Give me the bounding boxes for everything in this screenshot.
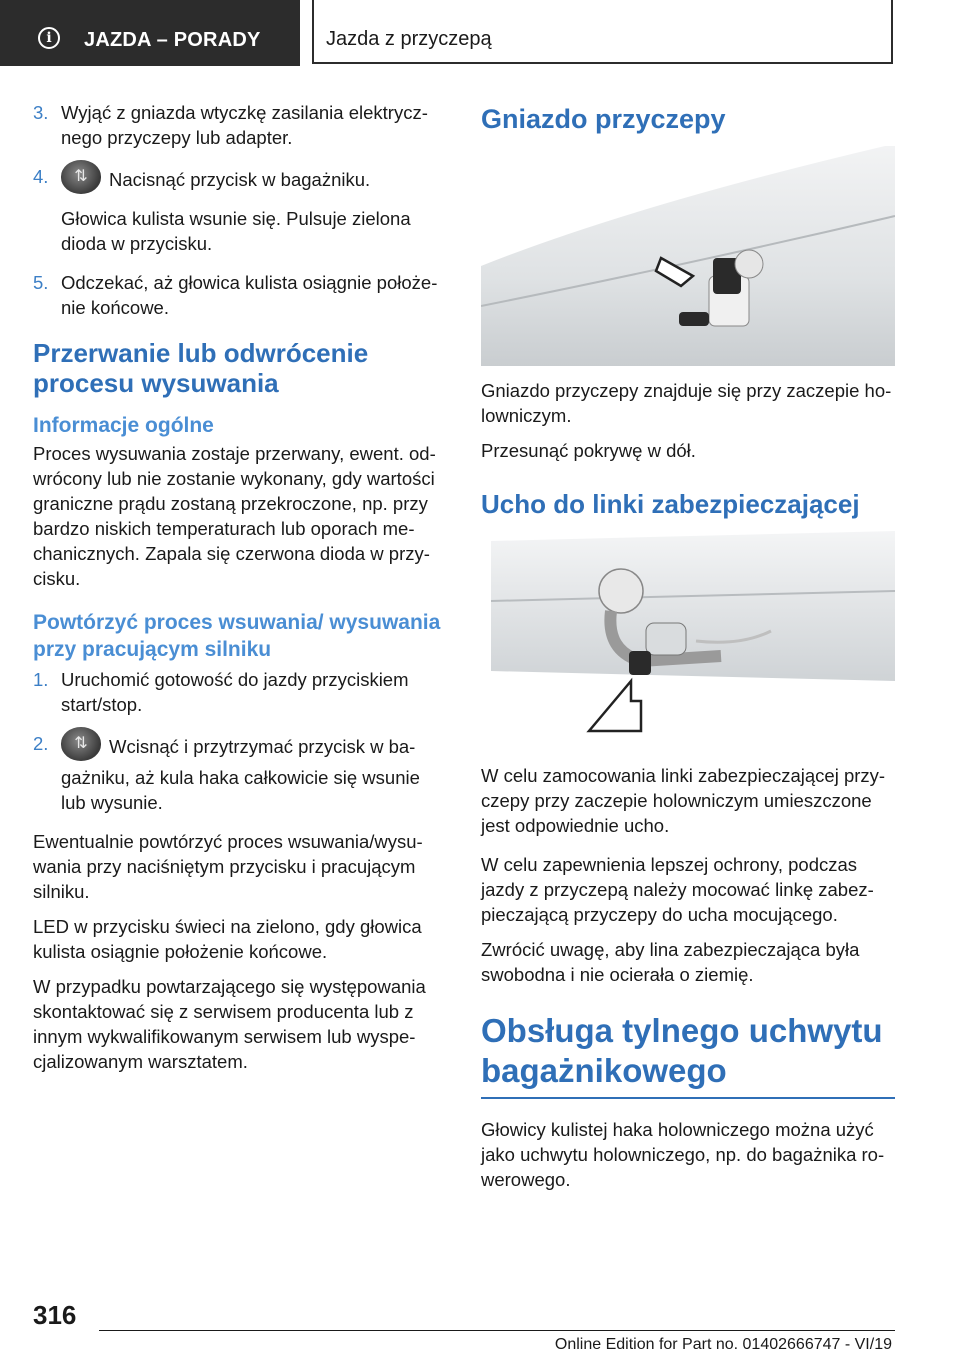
step-4 — [33, 164, 446, 256]
heading-interrupt: Przerwanie lub odwrócenie procesu wysuwania — [33, 338, 369, 398]
step-text: Odczekać, aż głowica kulista osiągnie położe-nie końcowe. — [61, 272, 438, 318]
trunk-button-icon: ⇅ — [61, 727, 101, 761]
paragraph: LED w przycisku świeci na zielono, gdy głowica kulista osiągnie położenie końcowe. — [33, 916, 422, 962]
general-info-text: Proces wysuwania zostaje przerwany, ewent. od-wrócony lub nie zostanie wykonany, gdy wartości graniczne prądu zostaną przekroczone, np. przy bardzo niskich temperaturach lub oporach me-chanicznych. Zapala się czerwona dioda w przy-cisku. — [33, 443, 436, 589]
paragraph: W celu zamocowania linki zabezpieczającej przy-czepy przy zaczepie holowniczym umieszczone jest odpowiednie ucho. — [481, 765, 886, 836]
step-2 — [33, 731, 446, 815]
paragraph: Gniazdo przyczepy znajduje się przy zaczepie ho-lowniczym. — [481, 380, 892, 426]
paragraph: Zwrócić uwagę, aby lina zabezpieczająca była swobodna i nie ocierała o ziemię. — [481, 939, 860, 985]
footer-divider — [99, 1330, 895, 1331]
trunk-button-icon: ⇅ — [61, 160, 101, 194]
step-number: 4. — [33, 166, 49, 187]
step-text: Uruchomić gotowość do jazdy przyciskiem start/stop. — [61, 669, 409, 715]
paragraph: Ewentualnie powtórzyć proces wsuwania/wysu-wania przy naciśniętym przycisku i pracującym silniku. — [33, 831, 423, 902]
step-text: Nacisnąć przycisk w bagażniku. — [109, 168, 371, 190]
info-icon: i — [38, 27, 60, 49]
tow-hook-illustration — [481, 531, 895, 751]
step-text: Wyjąć z gniazda wtyczkę zasilania elektrycz-nego przyczepy lub adapter. — [61, 102, 428, 148]
section-tab[interactable] — [0, 0, 300, 66]
right-column — [481, 100, 895, 1202]
step-number: 5. — [33, 272, 49, 293]
step-1 — [33, 667, 446, 717]
step-text-with-icon — [61, 164, 446, 198]
chapter-title-box — [312, 0, 893, 64]
paragraph: W przypadku powtarzającego się występowania skontaktować się z serwisem producenta lub z innym wykwalifikowanym serwisem lub wyspe-cjalizowanym warsztatem. — [33, 976, 426, 1072]
step-number: 2. — [33, 733, 49, 754]
step-text-with-icon — [61, 731, 446, 815]
chapter-title: Jazda z przyczepą — [326, 28, 492, 50]
step-text: Głowica kulista wsunie się. Pulsuje zielona dioda w przycisku. — [61, 208, 411, 254]
heading-general-info: Informacje ogólne — [33, 414, 214, 437]
step-5 — [33, 270, 446, 320]
section-tab-label: JAZDA – PORADY — [84, 29, 261, 51]
heading-safety-eye: Ucho do linki zabezpieczającej — [481, 489, 860, 519]
trailer-socket-illustration — [481, 146, 895, 366]
paragraph: Przesunąć pokrywę w dół. — [481, 440, 696, 461]
left-column — [33, 100, 446, 1084]
heading-luggage-carrier: Obsługa tylnego uchwytu bagażnikowego — [481, 1011, 895, 1099]
page-number: 316 — [33, 1300, 77, 1330]
paragraph: Głowicy kulistej haka holowniczego można użyć jako uchwytu holowniczego, np. do bagażnika ro-werowego. — [481, 1119, 885, 1190]
step-text: Wcisnąć i przytrzymać przycisk w ba-gażniku, aż kula haka całkowicie się wsunie lub wysunie. — [61, 735, 420, 813]
heading-trailer-socket: Gniazdo przyczepy — [481, 104, 726, 134]
step-number: 3. — [33, 102, 49, 123]
step-number: 1. — [33, 669, 49, 690]
heading-repeat-process: Powtórzyć proces wsuwania/ wysuwania przy pracującym silniku — [33, 611, 441, 661]
page-header — [0, 0, 960, 66]
paragraph: W celu zapewnienia lepszej ochrony, podczas jazdy z przyczepą należy mocować linkę zabez-pieczającą przyczepy do ucha mocującego. — [481, 854, 874, 925]
step-3 — [33, 100, 446, 150]
edition-label: Online Edition for Part no. 01402666747 - VI/19 — [554, 1336, 892, 1353]
